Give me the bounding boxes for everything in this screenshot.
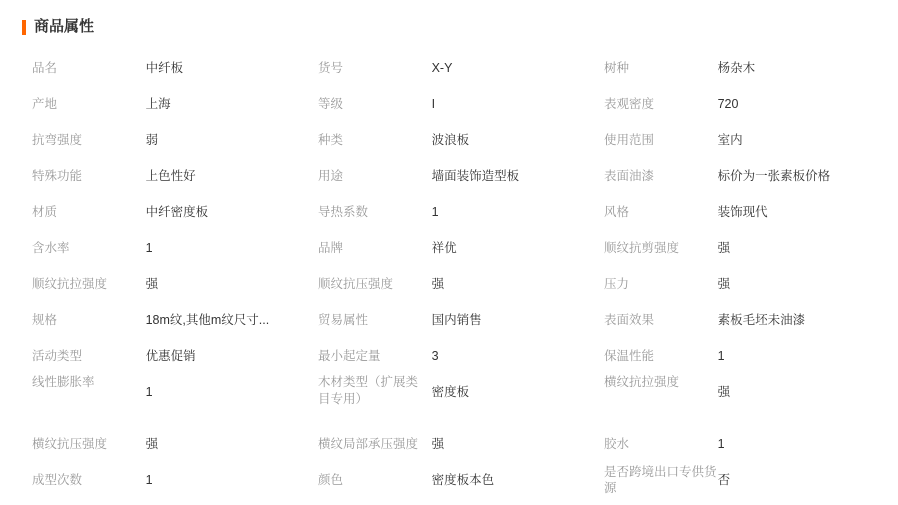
attr-value: 强 — [717, 277, 731, 291]
attr-value: 强 — [717, 385, 731, 399]
attr-value: 祥优 — [431, 241, 457, 255]
attr-value: X-Y — [431, 61, 453, 75]
attr-label: 材质 — [32, 205, 58, 219]
attr-label: 种类 — [317, 133, 343, 147]
attr-label: 表观密度 — [603, 97, 654, 111]
attr-value: 强 — [145, 277, 159, 291]
attr-label: 线性膨胀率 — [32, 375, 95, 389]
page-title — [22, 18, 878, 36]
attr-label: 顺纹抗压强度 — [317, 277, 393, 291]
attr-label: 横纹抗压强度 — [32, 437, 108, 451]
attr-value: 室内 — [717, 133, 743, 147]
attr-label: 木材类型（扩展类目专用） — [317, 375, 418, 406]
attr-label: 品牌 — [317, 241, 343, 255]
attr-label: 表面油漆 — [603, 169, 654, 183]
attr-label: 最小起定量 — [317, 349, 381, 363]
attr-value: 1 — [145, 473, 153, 487]
attr-value: 强 — [431, 277, 445, 291]
table-row — [20, 462, 878, 498]
attr-value: 1 — [431, 205, 439, 219]
attr-label: 胶水 — [603, 437, 629, 451]
table-row — [20, 266, 878, 302]
table-row — [20, 194, 878, 230]
attr-label: 货号 — [317, 61, 343, 75]
table-row — [20, 50, 878, 86]
attr-label: 含水率 — [32, 241, 70, 255]
attr-label: 用途 — [317, 169, 343, 183]
table-row — [20, 86, 878, 122]
table-row — [20, 338, 878, 374]
attr-value: 3 — [431, 349, 439, 363]
attr-value: 素板毛坯未油漆 — [717, 313, 806, 327]
attr-label: 成型次数 — [32, 473, 83, 487]
attr-value: 密度板本色 — [431, 473, 495, 487]
attr-value: 国内销售 — [431, 313, 482, 327]
attr-value: 中纤板 — [145, 61, 184, 75]
attr-label: 顺纹抗拉强度 — [32, 277, 108, 291]
table-row — [20, 374, 878, 426]
attr-label: 顺纹抗剪强度 — [603, 241, 679, 255]
attr-label: 横纹抗拉强度 — [603, 375, 679, 389]
attr-label: 贸易属性 — [317, 313, 368, 327]
attr-value: 720 — [717, 97, 739, 111]
attr-label: 特殊功能 — [32, 169, 83, 183]
attr-value: 18m纹,其他m纹尺寸... — [145, 313, 270, 327]
attr-value: 强 — [717, 241, 731, 255]
attr-value: 1 — [717, 349, 725, 363]
attr-label: 使用范围 — [603, 133, 654, 147]
attr-value: 中纤密度板 — [145, 205, 209, 219]
attr-value: 优惠促销 — [145, 349, 196, 363]
attr-label: 产地 — [32, 97, 58, 111]
attr-value: 上海 — [145, 97, 171, 111]
attr-value: 1 — [145, 241, 153, 255]
attr-value: 否 — [717, 473, 731, 487]
attr-value: I — [431, 97, 436, 111]
attr-label: 是否跨境出口专供货源 — [603, 465, 717, 495]
attr-label: 压力 — [603, 277, 629, 291]
page-title-text: 商品属性 — [34, 18, 95, 35]
table-row — [20, 426, 878, 462]
table-row — [20, 122, 878, 158]
attr-value: 1 — [145, 385, 153, 399]
attr-value: 波浪板 — [431, 133, 470, 147]
attr-value: 墙面装饰造型板 — [431, 169, 520, 183]
attr-value: 装饰现代 — [717, 205, 768, 219]
attr-label: 抗弯强度 — [32, 133, 83, 147]
attr-label: 等级 — [317, 97, 343, 111]
attr-value: 杨杂木 — [717, 61, 756, 75]
attributes-table — [20, 50, 878, 498]
attr-label: 保温性能 — [603, 349, 654, 363]
table-row — [20, 158, 878, 194]
attributes-table-body — [20, 50, 878, 498]
attr-value: 弱 — [145, 133, 159, 147]
attr-value: 1 — [717, 437, 725, 451]
accent-bar-icon — [22, 20, 26, 35]
table-row — [20, 230, 878, 266]
table-row — [20, 302, 878, 338]
attr-label: 表面效果 — [603, 313, 654, 327]
attr-label: 颜色 — [317, 473, 343, 487]
attr-value: 密度板 — [431, 385, 470, 399]
attr-label: 横纹局部承压强度 — [317, 437, 418, 451]
attr-value: 上色性好 — [145, 169, 196, 183]
attr-value: 强 — [431, 437, 445, 451]
attr-label: 活动类型 — [32, 349, 83, 363]
attr-value: 标价为一张素板价格 — [717, 169, 831, 183]
attr-label: 导热系数 — [317, 205, 368, 219]
attr-label: 规格 — [32, 313, 58, 327]
attr-label: 风格 — [603, 205, 629, 219]
attr-label: 品名 — [32, 61, 58, 75]
attr-value: 强 — [145, 437, 159, 451]
attr-label: 树种 — [603, 61, 629, 75]
